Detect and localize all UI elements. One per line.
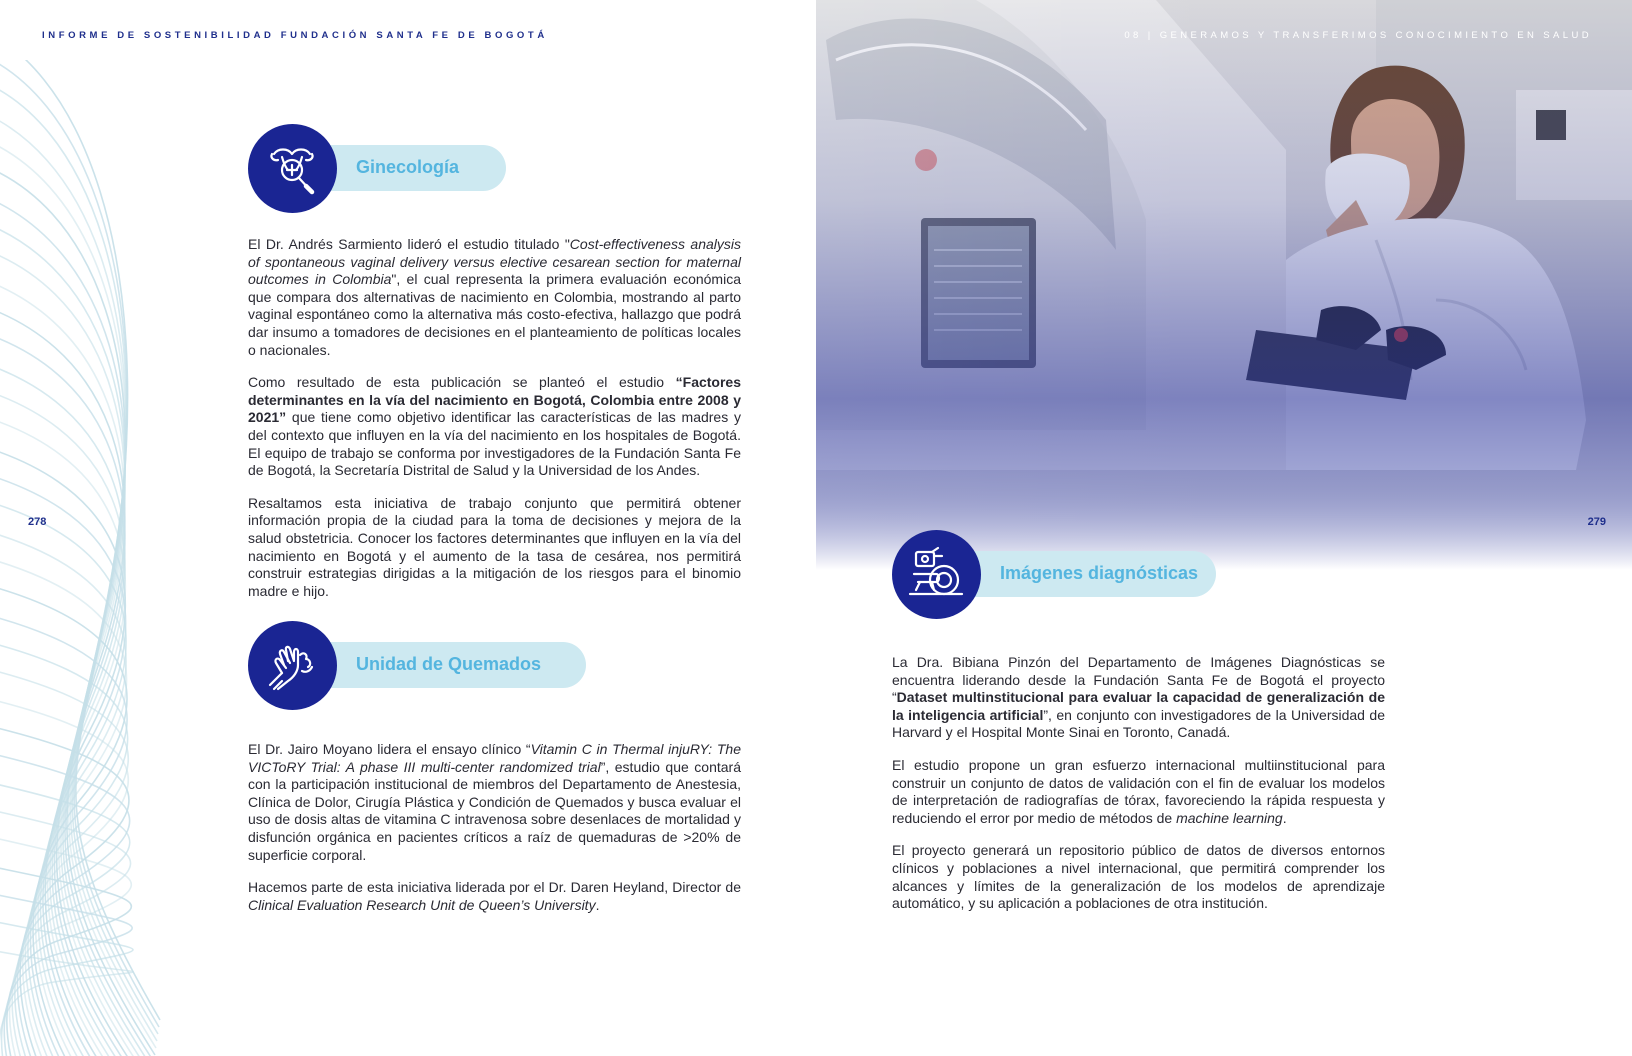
section-heading-imagenes xyxy=(892,530,1232,620)
imagenes-body xyxy=(892,654,1385,928)
study-title-italic: Cost-effectiveness analysis of spontaneous vaginal delivery versus elective cesarean section for maternal outcomes in Colombia xyxy=(248,236,741,288)
page-number: 279 xyxy=(1587,516,1606,528)
laboratory-photo xyxy=(816,0,1632,570)
quemados-body xyxy=(248,741,741,929)
running-header: 08 | GENERAMOS Y TRANSFERIMOS CONOCIMIENTO EN SALUD xyxy=(1124,30,1592,41)
text-run: ”, estudio que contará con la participación institucional de miembros del Departamento de Anestesia, Clínica de Dolor, Cirugía Plástica y Condición de Quemados y busca evaluar el uso de dosis altas de vitamina C intravenosa sobre desenlaces de mortalidad y disfunción orgánica en pacientes críticos a raíz de quemaduras de >20% de superficie corporal. xyxy=(248,758,741,863)
ginecologia-body xyxy=(248,236,741,615)
paragraph xyxy=(248,374,741,480)
text-run: . xyxy=(595,896,600,913)
paragraph: Resaltamos esta iniciativa de trabajo conjunto que permitirá obtener información propia de la ciudad para la toma de decisiones y mejora de la salud obstetricia. Conocer los factores determinantes que influyen en la vía del nacimiento en Bogotá y el aumento de la tasa de cesárea, nos permitirá construir estrategias dirigidas a la mitigación de los riesgos para el binomio madre e hijo. xyxy=(248,494,741,599)
text-run: El estudio propone un gran esfuerzo internacional multiinstitucional para construir un conjunto de datos de validación con el fin de evaluar los modelos de interpretación de radiografías de tórax, favoreciendo la rápida respuesta y reduciendo el error por medio de métodos de xyxy=(892,756,1385,826)
diagnostic-imaging-icon xyxy=(892,530,981,619)
paragraph xyxy=(892,757,1385,827)
section-title: Imágenes diagnósticas xyxy=(1000,563,1199,583)
page-number: 278 xyxy=(28,516,47,528)
section-title: Unidad de Quemados xyxy=(356,654,542,674)
trial-title-italic: Vitamin C in Thermal injuRY: The VICToRY Trial: A phase III multi-center randomized trial xyxy=(248,741,742,775)
text-run: ", el cual representa la primera evaluación económica que compara dos alternativas de nacimiento en Colombia, mostrando al parto vaginal espontáneo como la alternativa más costo-efectiva, hallazgo que podrá dar insumo a tomadores de decisiones en el planteamiento de políticas locales o nacionales. xyxy=(248,271,741,358)
text-run: que tiene como objetivo identificar las características de las madres y del contexto que influyen en la vía del nacimiento en los hospitales de Bogotá. El equipo de trabajo se conforma por investigadores de la Fundación Santa Fe de Bogotá, la Secretaría Distrital de Salud y la Universidad de los Andes. xyxy=(248,409,741,479)
section-icon-badge xyxy=(248,124,337,213)
institution-italic: Clinical Evaluation Research Unit de Queen’s University xyxy=(248,896,596,913)
text-run: Hacemos parte de esta iniciativa liderada por el Dr. Daren Heyland, Director de xyxy=(248,879,741,896)
section-title: Ginecología xyxy=(356,157,460,177)
section-icon-badge xyxy=(248,621,337,710)
term-italic: machine learning xyxy=(1176,809,1283,826)
text-run: El Dr. Andrés Sarmiento lideró el estudio titulado " xyxy=(248,236,570,252)
text-run: El Dr. Jairo Moyano lidera el ensayo clínico “ xyxy=(248,741,531,757)
paragraph xyxy=(892,654,1385,742)
section-title-pill xyxy=(952,551,1216,597)
study-title-bold: “Factores determinantes en la vía del nacimiento en Bogotá, Colombia entre 2008 y 2021” xyxy=(248,374,741,426)
gynecology-magnifier-icon xyxy=(248,124,337,213)
paragraph xyxy=(248,236,741,359)
section-title-pill xyxy=(308,642,586,688)
text-run: La Dra. Bibiana Pinzón del Departamento de Imágenes Diagnósticas se encuentra liderando desde la Fundación Santa Fe de Bogotá el proyecto “ xyxy=(892,654,1385,706)
paragraph: El proyecto generará un repositorio público de datos de diversos entornos clínicos y poblaciones a nivel internacional, que permitirá comprender los alcances y límites de la generalización de los modelos de aprendizaje automático, y su aplicación a poblaciones de otra institución. xyxy=(892,842,1385,912)
section-icon-badge xyxy=(892,530,981,619)
section-heading-ginecologia xyxy=(248,124,508,214)
right-page xyxy=(816,0,1632,1056)
text-run: Como resultado de esta publicación se planteó el estudio xyxy=(248,374,676,391)
burn-hand-icon xyxy=(248,621,337,710)
running-header: INFORME DE SOSTENIBILIDAD FUNDACIÓN SANTA FE DE BOGOTÁ xyxy=(42,30,548,41)
text-run: ”, en conjunto con investigadores de la Universidad de Harvard y el Hospital Monte Sinai en Toronto, Canadá. xyxy=(892,706,1386,741)
fingerprint-line xyxy=(0,160,155,1055)
text-run: . xyxy=(1282,809,1287,826)
project-title-bold: Dataset multinstitucional para evaluar la capacidad de generalización de la inteligencia artificial xyxy=(892,689,1385,723)
fingerprint-decoration xyxy=(0,60,210,1056)
paragraph xyxy=(248,741,741,864)
fingerprint-line xyxy=(0,216,153,1056)
section-heading-quemados xyxy=(248,621,588,711)
section-title-pill xyxy=(308,145,506,191)
paragraph xyxy=(248,879,741,914)
